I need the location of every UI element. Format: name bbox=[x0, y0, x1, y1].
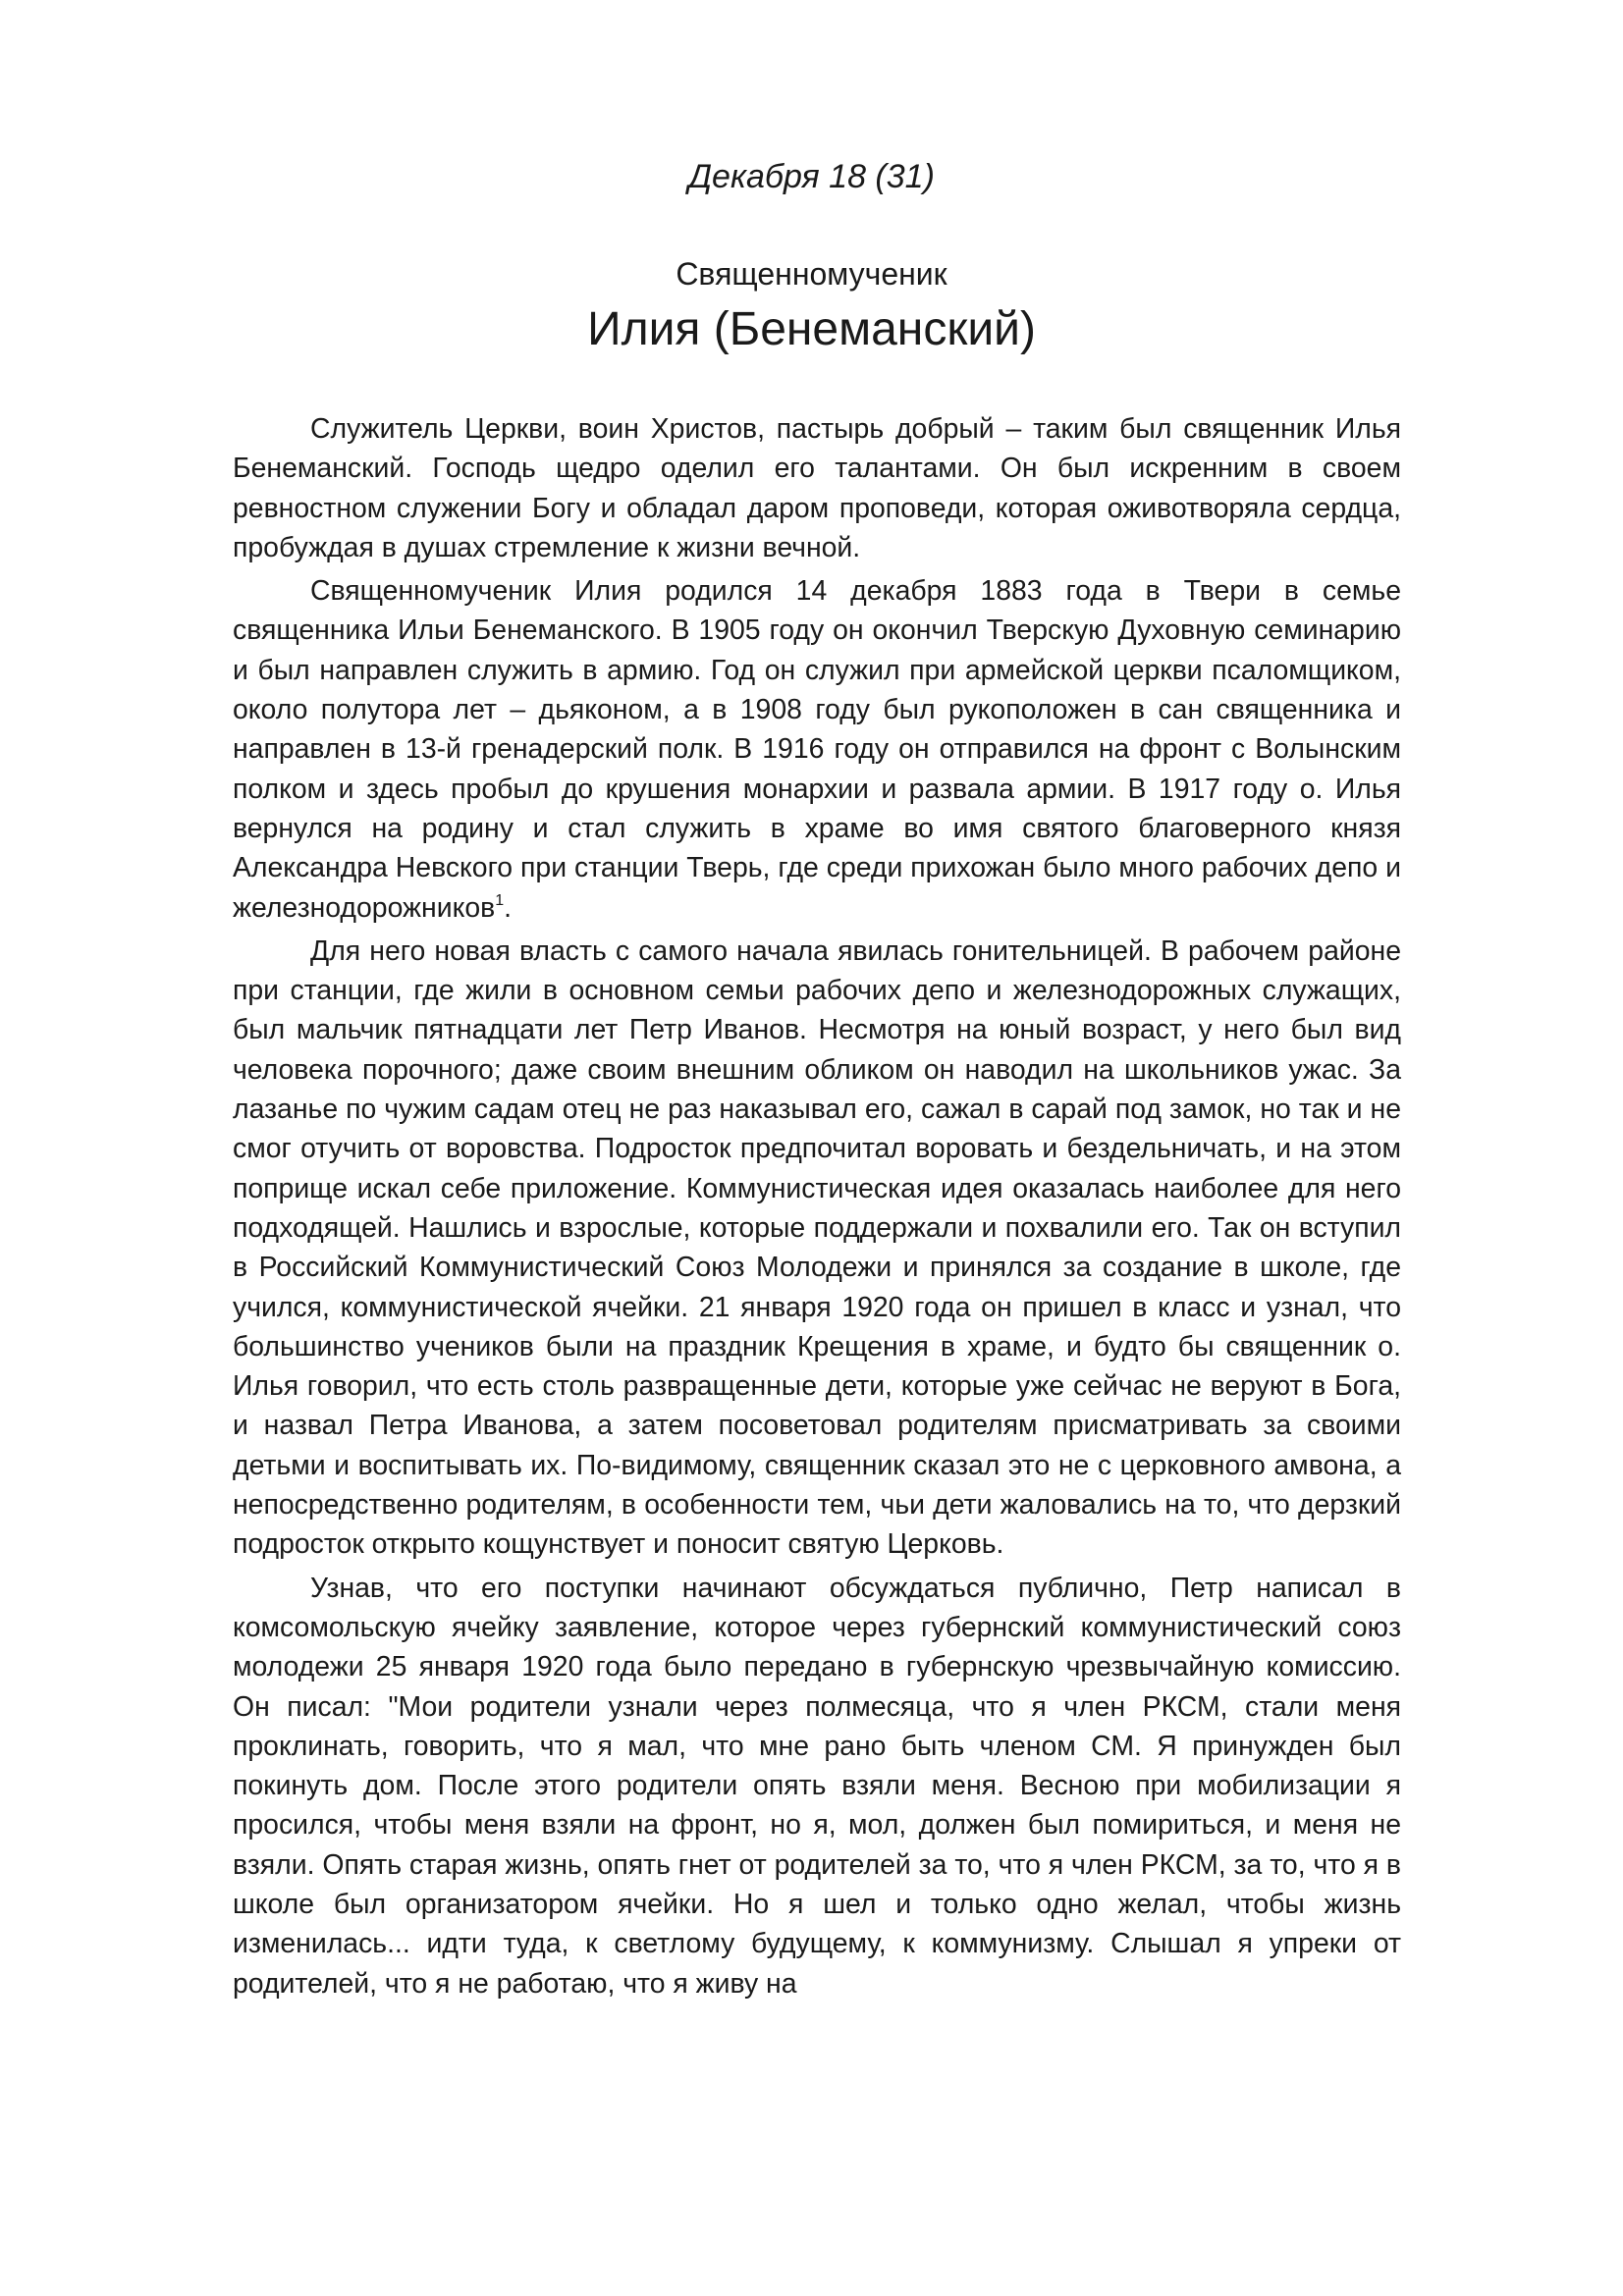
paragraph-text: Узнав, что его поступки начинают обсуждаться публично, Петр написал в комсомольскую ячейку заявление, которое через губернский коммунистический союз молодежи 25 января 1920 года было передано в губернскую чрезвычайную комиссию. Он писал: "Мои родители узнали через полмесяца, что я член РКСМ, стали меня проклинать, говорить, что я мал, что мне рано быть членом СМ. Я принужден был покинуть дом. После этого родители опять взяли меня. Весною при мобилизации я просился, чтобы меня взяли на фронт, но я, мол, должен был помириться, и меня не взяли. Опять старая жизнь, опять гнет от родителей за то, что я член РКСМ, за то, что я в школе был организатором ячейки. Но я шел и только одно желал, чтобы жизнь изменилась... идти туда, к светлому будущему, к коммунизму. Слышал я упреки от родителей, что я не работаю, что я живу на bbox=[233, 1572, 1401, 2000]
paragraph-text: Для него новая власть с самого начала явилась гонительницей. В рабочем районе при станции, где жили в основном семьи рабочих депо и железнодорожных служащих, был мальчик пятнадцати лет Петр Иванов. Несмотря на юный возраст, у него был вид человека порочного; даже своим внешним обликом он наводил на школьников ужас. За лазанье по чужим садам отец не раз наказывал его, сажал в сарай под замок, но так и не смог отучить от воровства. Подросток предпочитал воровать и бездельничать, и на этом поприще искал себе приложение. Коммунистическая идея оказалась наиболее для него подходящей. Нашлись и взрослые, которые поддержали и похвалили его. Так он вступил в Российский Коммунистический Союз Молодежи и принялся за создание в школе, где учился, коммунистической ячейки. 21 января 1920 года он пришел в класс и узнал, что большинство учеников были на праздник Крещения в храме, и будто бы священник о. Илья говорил, что есть столь развращенные дети, которые уже сейчас не веруют в Бога, и назвал Петра Иванова, а затем посоветовал родителям присматривать за своими детьми и воспитывать их. По-видимому, священник сказал это не с церковного амвона, а непосредственно родителям, в особенности тем, чьи дети жаловались на то, что дерзкий подросток открыто кощунствует и поносит святую Церковь. bbox=[233, 934, 1401, 1561]
paragraph bbox=[233, 1569, 1401, 2003]
paragraph-tail: . bbox=[504, 891, 512, 924]
paragraph bbox=[233, 571, 1401, 928]
footnote-marker[interactable]: 1 bbox=[495, 891, 505, 909]
paragraph bbox=[233, 932, 1401, 1565]
paragraph bbox=[233, 409, 1401, 567]
saint-rank: Священномученик bbox=[676, 256, 947, 292]
paragraph-text: Служитель Церкви, воин Христов, пастырь добрый – таким был священник Илья Бенеманский. Господь щедро оделил его талантами. Он был искренним в своем ревностном служении Богу и обладал даром проповеди, которая оживотворяла сердца, пробуждая в душах стремление к жизни вечной. bbox=[233, 413, 1401, 563]
paragraph-text: Священномученик Илия родился 14 декабря 1883 года в Твери в семье священника Ильи Бенеманского. В 1905 году он окончил Тверскую Духовную семинарию и был направлен служить в армию. Год он служил при армейской церкви псаломщиком, около полутора лет – дьяконом, а в 1908 году был рукоположен в сан священника и направлен в 13-й гренадерский полк. В 1916 году он отправился на фронт с Волынским полком и здесь пробыл до крушения монархии и развала армии. В 1917 году о. Илья вернулся на родину и стал служить в храме во имя святого благоверного князя Александра Невского при станции Тверь, где среди прихожан было много рабочих депо и железнодорожников bbox=[233, 575, 1401, 924]
feast-date: Декабря 18 (31) bbox=[688, 158, 935, 195]
saint-name-title: Илия (Бенеманский) bbox=[587, 303, 1036, 355]
body-text bbox=[233, 409, 1401, 2003]
